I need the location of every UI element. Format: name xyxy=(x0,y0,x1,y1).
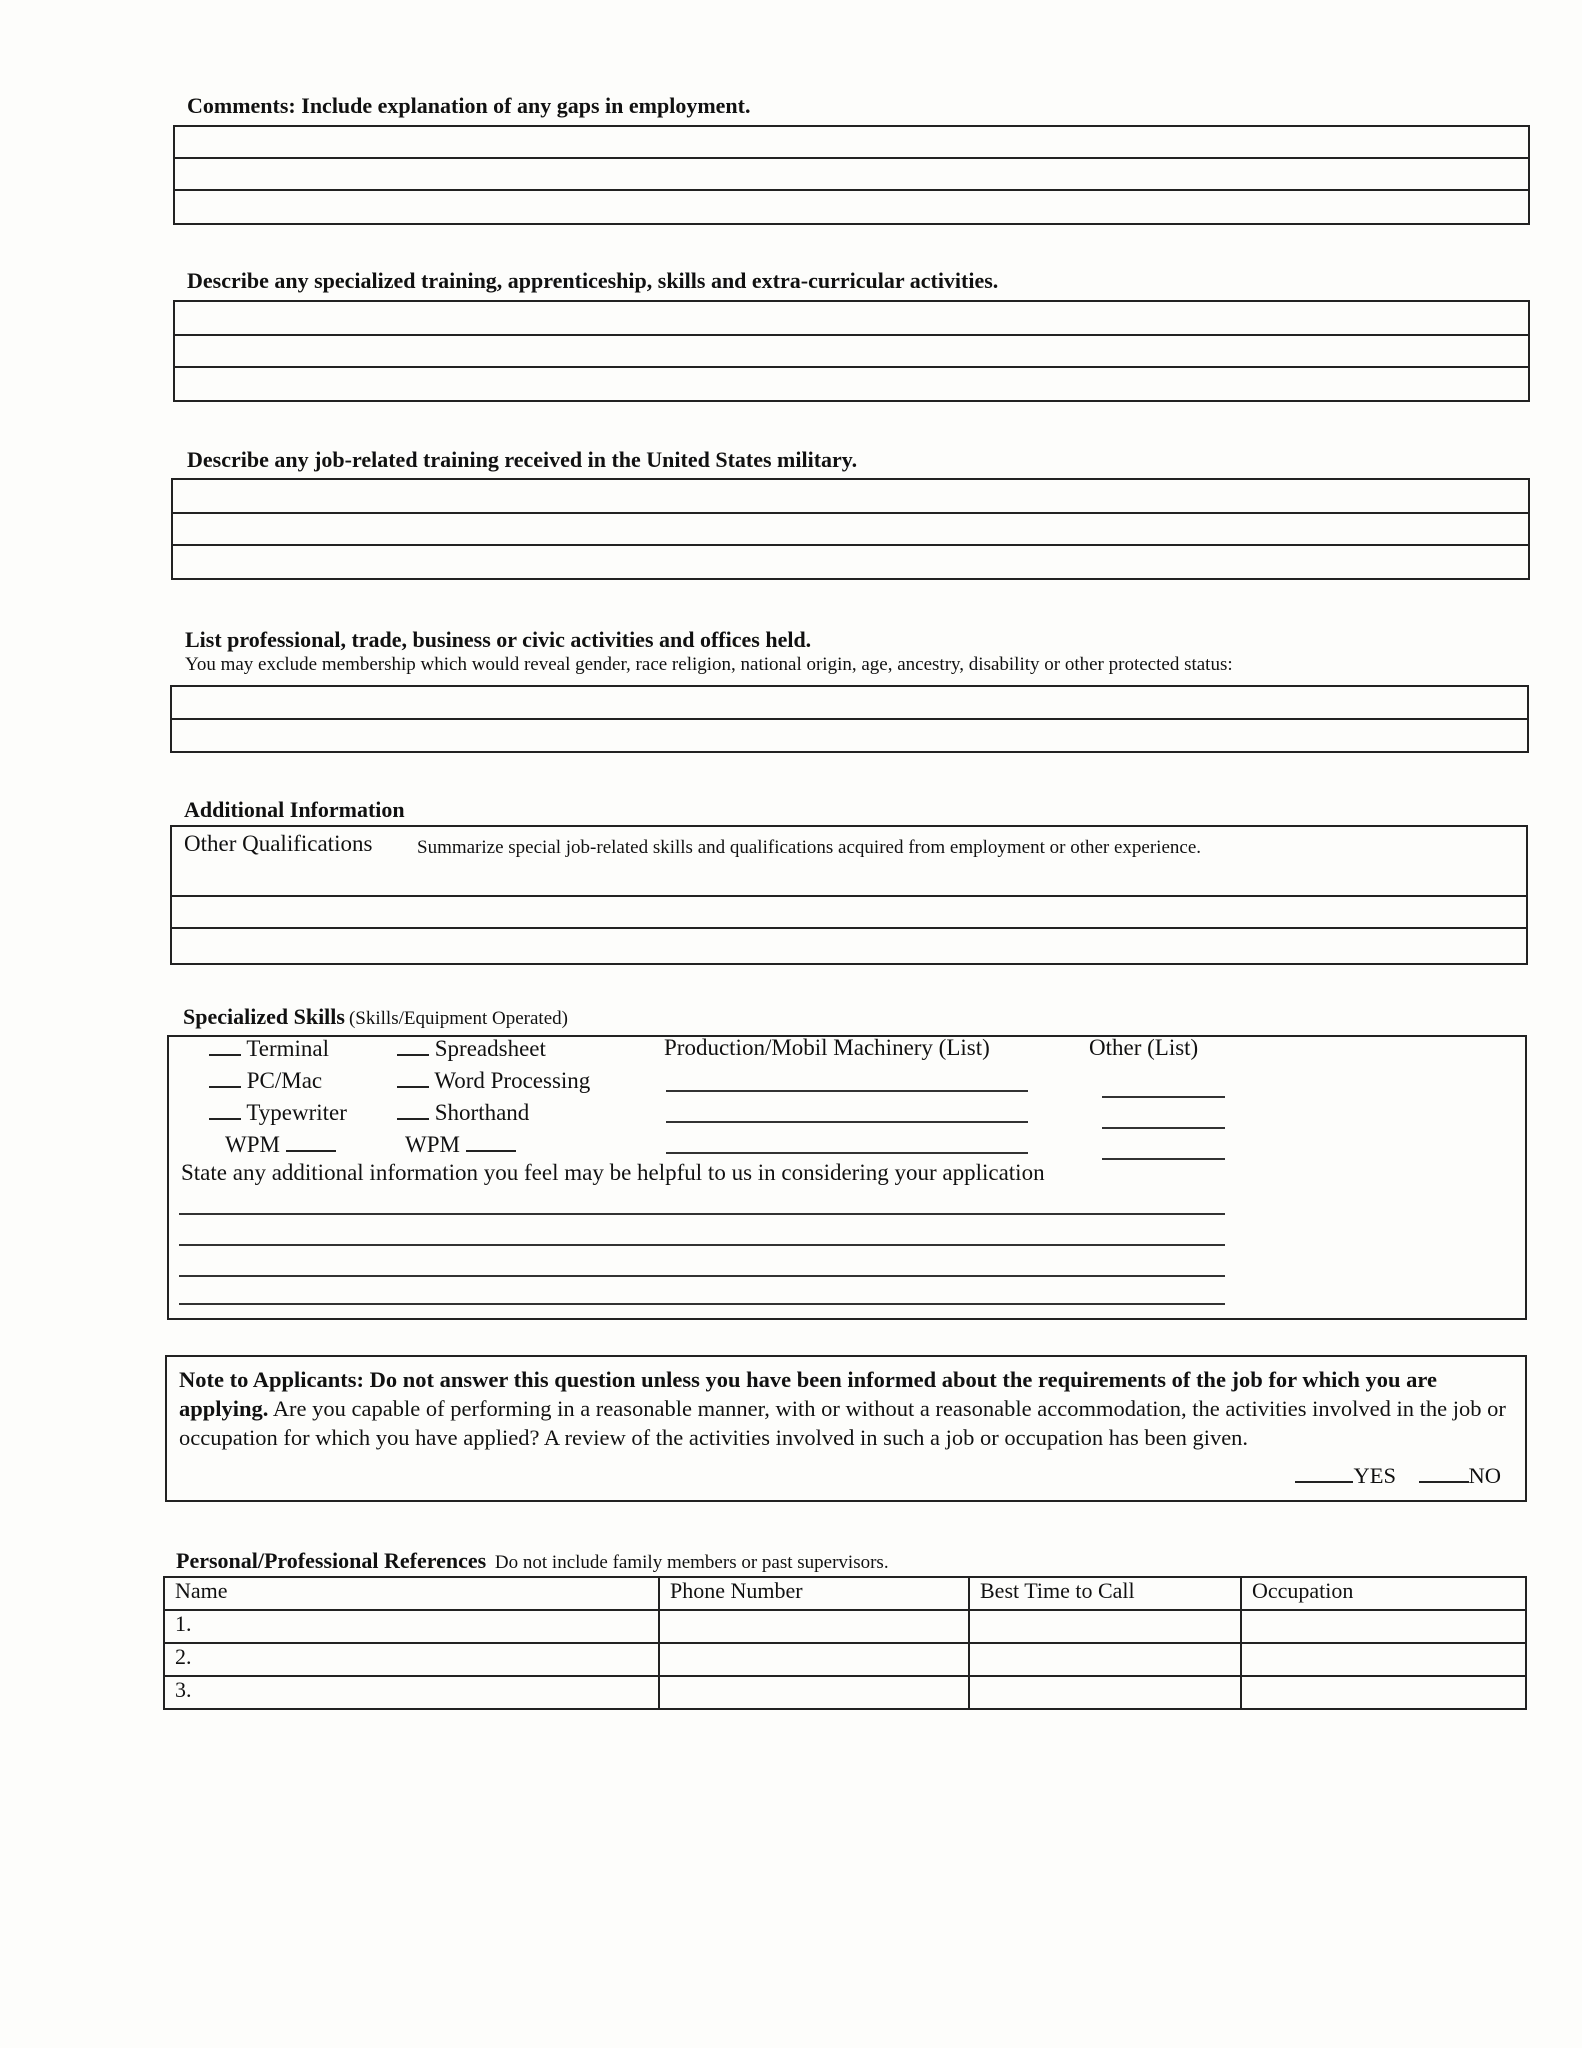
training-line xyxy=(175,334,1528,336)
skill-typewriter[interactable]: Typewriter xyxy=(209,1097,347,1129)
wpm-blank[interactable] xyxy=(466,1149,516,1152)
activities-note: You may exclude membership which would reveal gender, race religion, national origin, age, ancestry, disability or other protected status: xyxy=(185,654,1233,675)
reference-name-cell[interactable]: 1. xyxy=(164,1610,659,1643)
no-option[interactable]: NO xyxy=(1419,1463,1502,1488)
reference-time-cell[interactable] xyxy=(969,1610,1241,1643)
additional-input[interactable] xyxy=(179,1244,1225,1246)
machinery-input[interactable] xyxy=(666,1121,1028,1123)
other-list-input[interactable] xyxy=(1102,1096,1225,1098)
table-row xyxy=(164,1610,1526,1643)
skill-check-blank[interactable] xyxy=(397,1053,429,1056)
references-note: Do not include family members or past supervisors. xyxy=(494,1552,889,1573)
comments-heading: Comments: Include explanation of any gaps in employment. xyxy=(187,93,751,118)
activities-heading: List professional, trade, business or civic activities and offices held. xyxy=(185,627,812,652)
additional-input[interactable] xyxy=(179,1213,1225,1215)
qualifications-line xyxy=(172,927,1526,929)
column-header-phone: Phone Number xyxy=(659,1577,969,1610)
references-heading-row xyxy=(176,1548,889,1574)
reference-phone-cell[interactable] xyxy=(659,1610,969,1643)
table-row xyxy=(164,1643,1526,1676)
military-heading: Describe any job-related training received in the United States military. xyxy=(187,447,858,472)
reference-time-cell[interactable] xyxy=(969,1676,1241,1709)
note-label: Note to Applicants: xyxy=(179,1367,364,1392)
references-header-row xyxy=(164,1577,1526,1610)
references-table xyxy=(163,1576,1527,1710)
comments-line xyxy=(175,189,1528,191)
comments-field[interactable] xyxy=(173,125,1530,225)
other-qualifications-instruction: Summarize special job-related skills and qualifications acquired from employment or other experience. xyxy=(417,837,1202,858)
reference-phone-cell[interactable] xyxy=(659,1643,969,1676)
other-list-input[interactable] xyxy=(1102,1127,1225,1129)
additional-input[interactable] xyxy=(179,1275,1225,1277)
reference-occupation-cell[interactable] xyxy=(1241,1643,1526,1676)
wpm-blank[interactable] xyxy=(286,1149,336,1152)
note-text: Are you capable of performing in a reasonable manner, with or without a reasonable accommodation, the activities involved in the job or occupation for which you have applied? A review of the activities involved in such a job or occupation has been given. xyxy=(179,1396,1506,1450)
reference-name-cell[interactable]: 2. xyxy=(164,1643,659,1676)
skills-col2 xyxy=(397,1033,590,1161)
skill-check-blank[interactable] xyxy=(209,1053,241,1056)
skill-pcmac[interactable]: PC/Mac xyxy=(209,1065,347,1097)
military-line xyxy=(173,544,1528,546)
additional-info-heading: Additional Information xyxy=(184,797,405,822)
other-list-input[interactable] xyxy=(1102,1158,1225,1160)
references-heading: Personal/Professional References xyxy=(176,1548,487,1573)
note-bold-text: Do not answer this question unless you have been informed about the requirements of the job for which you are applying. xyxy=(179,1367,1437,1421)
skill-word-processing[interactable]: Word Processing xyxy=(397,1065,590,1097)
activities-line xyxy=(172,718,1527,720)
reference-occupation-cell[interactable] xyxy=(1241,1610,1526,1643)
skill-spreadsheet[interactable]: Spreadsheet xyxy=(397,1033,590,1065)
skills-subheading: (Skills/Equipment Operated) xyxy=(348,1008,568,1029)
no-blank[interactable] xyxy=(1419,1480,1469,1483)
column-header-best-time: Best Time to Call xyxy=(969,1577,1241,1610)
skills-heading: Specialized Skills xyxy=(183,1004,345,1029)
training-line xyxy=(175,366,1528,368)
skill-terminal[interactable]: Terminal xyxy=(209,1033,347,1065)
military-field[interactable] xyxy=(171,478,1530,580)
qualifications-line xyxy=(172,895,1526,897)
comments-line xyxy=(175,157,1528,159)
additional-input[interactable] xyxy=(179,1303,1225,1305)
skill-check-blank[interactable] xyxy=(397,1085,429,1088)
additional-prompt: State any additional information you feel may be helpful to us in considering your application xyxy=(181,1160,1045,1185)
yes-blank[interactable] xyxy=(1295,1480,1353,1483)
typewriter-wpm[interactable]: WPM xyxy=(209,1129,347,1161)
activities-field[interactable] xyxy=(170,685,1529,753)
reference-name-cell[interactable]: 3. xyxy=(164,1676,659,1709)
yes-option[interactable]: YES xyxy=(1295,1463,1396,1488)
other-list-label: Other (List) xyxy=(1089,1035,1199,1060)
column-header-occupation: Occupation xyxy=(1241,1577,1526,1610)
yes-no-options xyxy=(1295,1461,1501,1490)
note-to-applicants-box xyxy=(165,1355,1527,1502)
machinery-input[interactable] xyxy=(666,1152,1028,1154)
skills-box xyxy=(167,1035,1527,1320)
training-field[interactable] xyxy=(173,300,1530,402)
military-line xyxy=(173,512,1528,514)
skill-shorthand[interactable]: Shorthand xyxy=(397,1097,590,1129)
machinery-input[interactable] xyxy=(666,1090,1028,1092)
skill-check-blank[interactable] xyxy=(209,1085,241,1088)
skill-check-blank[interactable] xyxy=(209,1117,241,1120)
skills-col1 xyxy=(209,1033,347,1161)
reference-time-cell[interactable] xyxy=(969,1643,1241,1676)
shorthand-wpm[interactable]: WPM xyxy=(397,1129,590,1161)
skills-heading-row xyxy=(183,1004,568,1030)
training-heading: Describe any specialized training, apprenticeship, skills and extra-curricular activities. xyxy=(187,268,999,293)
table-row xyxy=(164,1676,1526,1709)
reference-phone-cell[interactable] xyxy=(659,1676,969,1709)
machinery-label: Production/Mobil Machinery (List) xyxy=(664,1035,990,1060)
skill-check-blank[interactable] xyxy=(397,1117,429,1120)
other-qualifications-field[interactable] xyxy=(170,825,1528,965)
column-header-name: Name xyxy=(164,1577,659,1610)
other-qualifications-label: Other Qualifications xyxy=(184,831,373,856)
reference-occupation-cell[interactable] xyxy=(1241,1676,1526,1709)
